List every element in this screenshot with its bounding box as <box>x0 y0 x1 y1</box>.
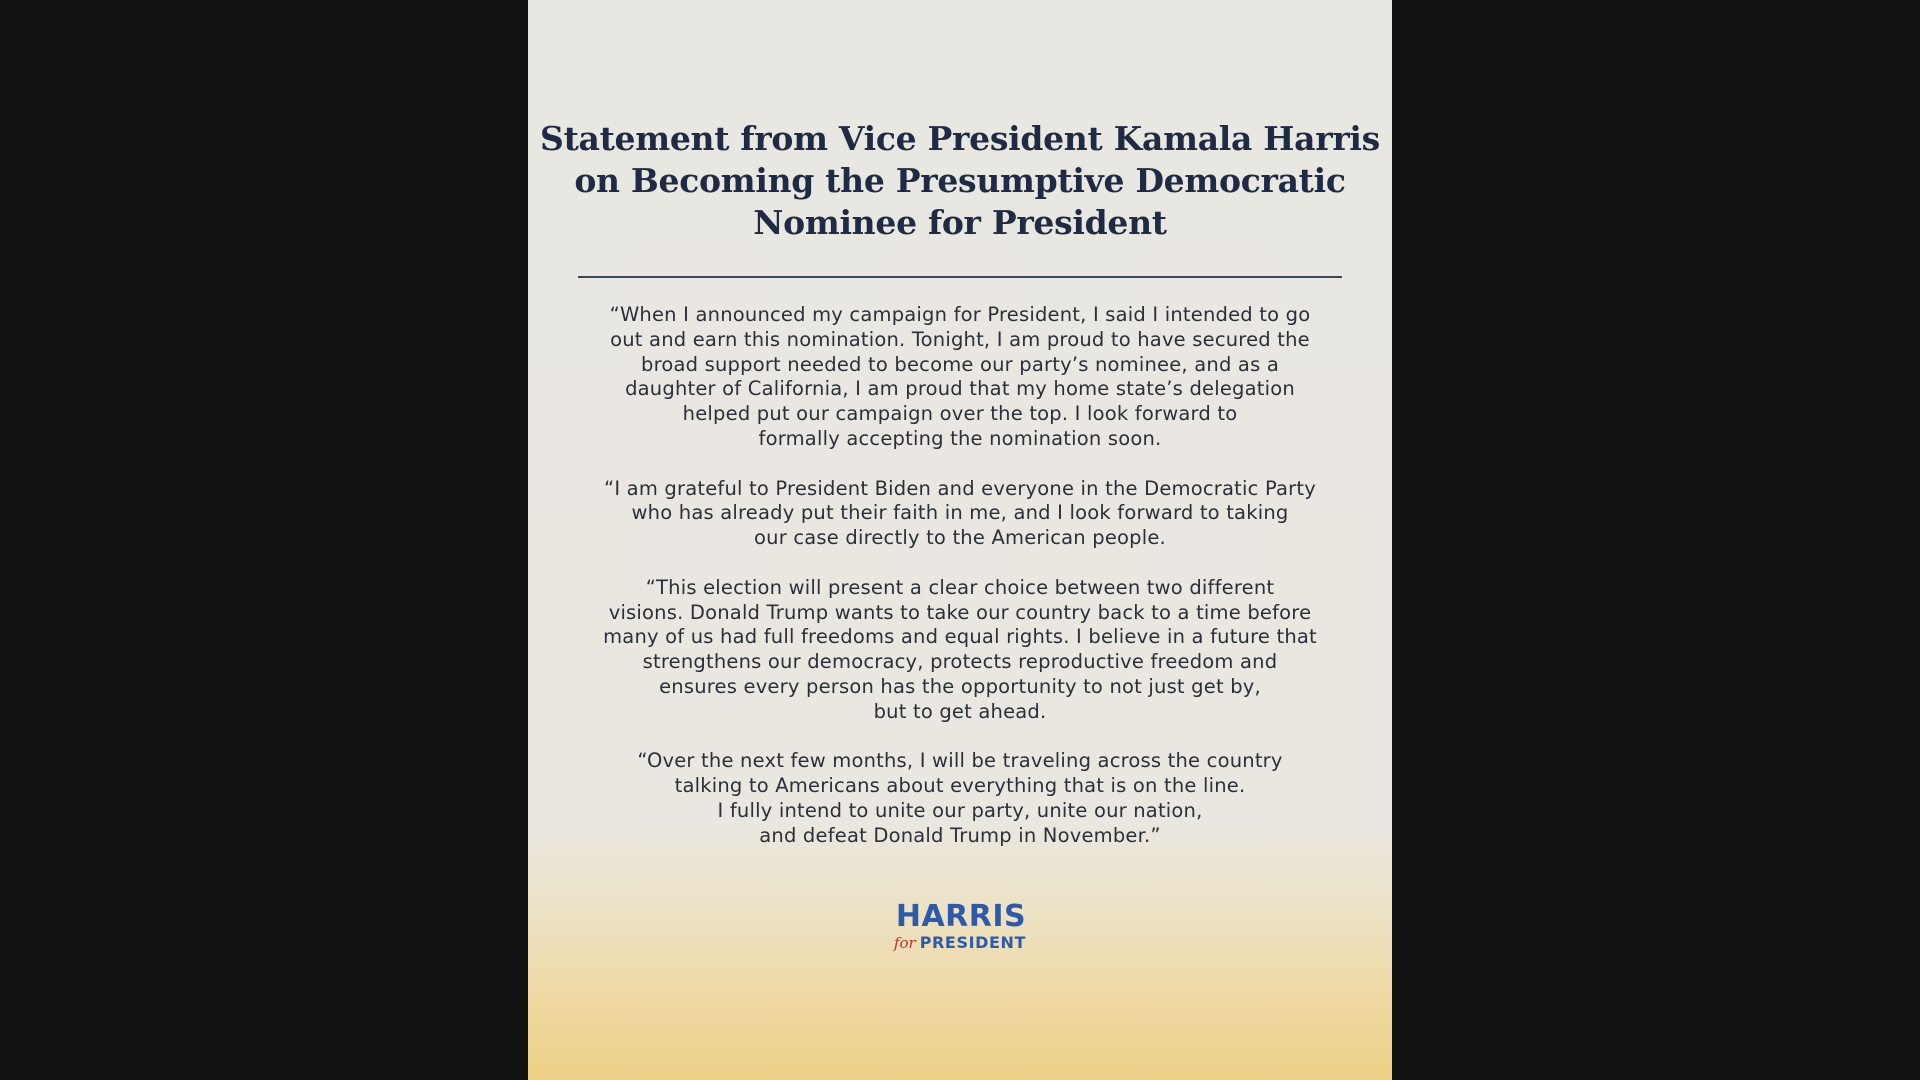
paragraph-line: many of us had full freedoms and equal rights. I believe in a future that <box>603 625 1317 649</box>
paragraph-line: ensures every person has the opportunity to not just get by, <box>659 674 1261 698</box>
paragraph-line: who has already put their faith in me, and I look forward to taking <box>631 501 1289 525</box>
paragraph-line: “When I announced my campaign for President, I said I intended to go <box>609 303 1311 326</box>
harris-for-president-logo <box>528 899 1392 953</box>
paragraph-line: I fully intend to unite our party, unite our nation, <box>717 798 1203 822</box>
statement-title <box>528 118 1392 244</box>
logo-subline <box>528 934 1392 953</box>
statement-paragraph <box>528 576 1392 725</box>
logo-harris-text: HARRIS <box>895 899 1027 934</box>
paragraph-line: and defeat Donald Trump in November.” <box>759 823 1161 847</box>
paragraph-line: “This election will present a clear choice between two different <box>645 575 1275 599</box>
logo-for-text: for <box>893 934 916 952</box>
paragraph-line: our case directly to the American people. <box>754 526 1166 550</box>
logo-president-text: PRESIDENT <box>919 933 1027 952</box>
paragraph-line: strengthens our democracy, protects reproductive freedom and <box>642 650 1278 674</box>
title-divider <box>578 276 1342 278</box>
paragraph-line: “Over the next few months, I will be traveling across the country <box>637 749 1283 773</box>
statement-paragraph <box>528 303 1392 452</box>
paragraph-line: out and earn this nomination. Tonight, I am proud to have secured the <box>610 327 1310 351</box>
paragraph-line: visions. Donald Trump wants to take our country back to a time before <box>608 600 1312 624</box>
title-line: on Becoming the Presumptive Democratic <box>574 161 1346 200</box>
statement-paragraph <box>528 477 1392 551</box>
title-line: Statement from Vice President Kamala Harris <box>540 119 1380 158</box>
paragraph-line: broad support needed to become our party’s nominee, and as a <box>641 352 1279 376</box>
statement-card <box>528 0 1392 1080</box>
statement-body <box>528 303 1392 873</box>
paragraph-line: formally accepting the nomination soon. <box>758 426 1162 450</box>
paragraph-line: but to get ahead. <box>873 699 1047 723</box>
paragraph-line: helped put our campaign over the top. I look forward to <box>682 402 1238 426</box>
paragraph-line: “I am grateful to President Biden and everyone in the Democratic Party <box>604 476 1316 500</box>
statement-paragraph <box>528 749 1392 848</box>
title-line: Nominee for President <box>753 203 1167 242</box>
paragraph-line: talking to Americans about everything that is on the line. <box>674 774 1246 798</box>
paragraph-line: daughter of California, I am proud that my home state’s delegation <box>625 377 1295 401</box>
